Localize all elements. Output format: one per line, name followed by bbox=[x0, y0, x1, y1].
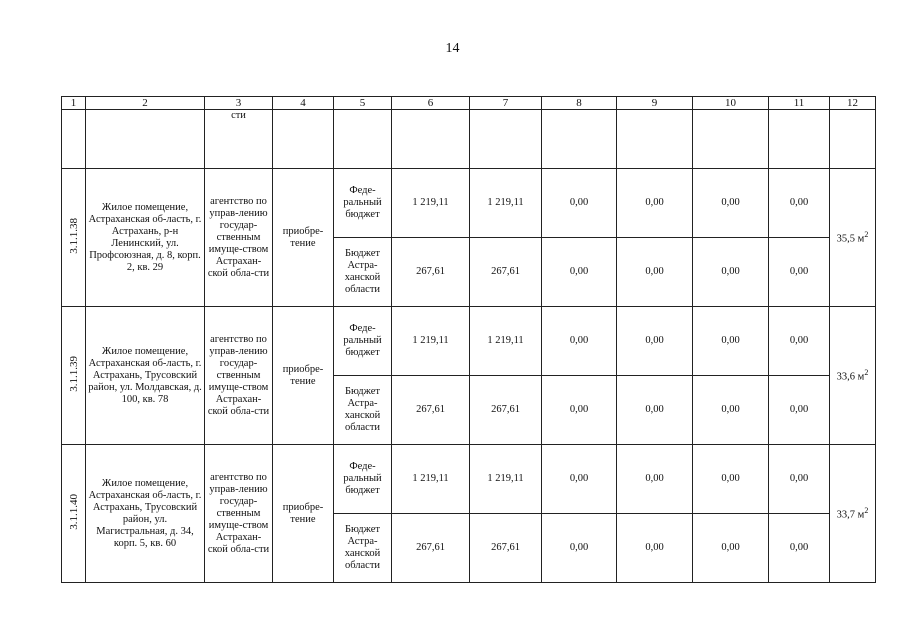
empty-cell bbox=[830, 110, 876, 169]
empty-cell bbox=[769, 110, 830, 169]
header-cell: 9 bbox=[617, 97, 693, 110]
header-cell: 5 bbox=[334, 97, 392, 110]
amount-cell: 0,00 bbox=[542, 307, 617, 376]
action-type: приобре-тение bbox=[273, 445, 334, 583]
continuation-row bbox=[62, 110, 876, 169]
empty-cell bbox=[86, 110, 205, 169]
amount-cell: 0,00 bbox=[693, 238, 769, 307]
amount-cell: 0,00 bbox=[693, 307, 769, 376]
amount-cell: 267,61 bbox=[392, 238, 470, 307]
amount-cell: 0,00 bbox=[542, 376, 617, 445]
area-unit-exponent: 2 bbox=[864, 368, 869, 378]
header-cell: 4 bbox=[273, 97, 334, 110]
header-cell: 12 bbox=[830, 97, 876, 110]
amount-cell: 0,00 bbox=[617, 514, 693, 583]
action-type: приобре-тение bbox=[273, 307, 334, 445]
area-value: 33,6 м bbox=[836, 371, 865, 383]
amount-cell: 267,61 bbox=[470, 514, 542, 583]
amount-cell: 0,00 bbox=[542, 445, 617, 514]
amount-cell: 0,00 bbox=[617, 445, 693, 514]
amount-cell: 0,00 bbox=[693, 445, 769, 514]
amount-cell: 0,00 bbox=[542, 514, 617, 583]
responsible-agency: агентство по управ-лению государ-ственным имуще-ством Астрахан-ской обла-сти bbox=[205, 307, 273, 445]
area-cell bbox=[830, 169, 876, 307]
amount-cell: 1 219,11 bbox=[392, 307, 470, 376]
amount-cell: 0,00 bbox=[693, 169, 769, 238]
amount-cell: 267,61 bbox=[470, 238, 542, 307]
empty-cell bbox=[334, 110, 392, 169]
amount-cell: 0,00 bbox=[542, 238, 617, 307]
header-cell: 7 bbox=[470, 97, 542, 110]
record-id: 3.1.1.38 bbox=[67, 217, 80, 254]
responsible-agency: агентство по управ-лению государ-ственным имуще-ством Астрахан-ской обла-сти bbox=[205, 169, 273, 307]
table-row bbox=[62, 445, 876, 514]
responsible-agency: агентство по управ-лению государ-ственным имуще-ством Астрахан-ской обла-сти bbox=[205, 445, 273, 583]
object-description: Жилое помещение, Астраханская об-ласть, г. Астрахань, Трусовский район, ул. Магистральная, д. 34, корп. 5, кв. 60 bbox=[86, 445, 205, 583]
continuation-text: сти bbox=[205, 110, 273, 169]
amount-cell: 0,00 bbox=[769, 445, 830, 514]
object-description: Жилое помещение, Астраханская об-ласть, г. Астрахань, р-н Ленинский, ул. Профсоюзная, д. 8, корп. 2, кв. 29 bbox=[86, 169, 205, 307]
amount-cell: 0,00 bbox=[693, 514, 769, 583]
empty-cell bbox=[62, 110, 86, 169]
budget-table bbox=[61, 96, 876, 583]
record-id-cell bbox=[62, 445, 86, 583]
record-id-cell bbox=[62, 307, 86, 445]
header-cell: 1 bbox=[62, 97, 86, 110]
header-cell: 6 bbox=[392, 97, 470, 110]
amount-cell: 1 219,11 bbox=[392, 445, 470, 514]
empty-cell bbox=[617, 110, 693, 169]
record-id: 3.1.1.39 bbox=[67, 355, 80, 392]
amount-cell: 267,61 bbox=[392, 514, 470, 583]
amount-cell: 1 219,11 bbox=[392, 169, 470, 238]
area-value: 35,5 м bbox=[836, 233, 865, 245]
amount-cell: 0,00 bbox=[769, 514, 830, 583]
funding-source: Бюджет Астра-ханской области bbox=[334, 376, 392, 445]
empty-cell bbox=[392, 110, 470, 169]
page-number: 14 bbox=[445, 41, 460, 56]
table-row bbox=[62, 307, 876, 376]
header-cell: 8 bbox=[542, 97, 617, 110]
header-cell: 3 bbox=[205, 97, 273, 110]
action-type: приобре-тение bbox=[273, 169, 334, 307]
amount-cell: 267,61 bbox=[470, 376, 542, 445]
amount-cell: 267,61 bbox=[392, 376, 470, 445]
amount-cell: 0,00 bbox=[693, 376, 769, 445]
area-value: 33,7 м bbox=[836, 509, 865, 521]
record-id: 3.1.1.40 bbox=[67, 493, 80, 530]
funding-source: Феде-ральный бюджет bbox=[334, 307, 392, 376]
empty-cell bbox=[273, 110, 334, 169]
amount-cell: 1 219,11 bbox=[470, 445, 542, 514]
header-cell: 10 bbox=[693, 97, 769, 110]
funding-source: Бюджет Астра-ханской области bbox=[334, 514, 392, 583]
empty-cell bbox=[542, 110, 617, 169]
empty-cell bbox=[693, 110, 769, 169]
header-cell: 11 bbox=[769, 97, 830, 110]
amount-cell: 0,00 bbox=[617, 169, 693, 238]
area-unit-exponent: 2 bbox=[864, 506, 869, 516]
area-cell bbox=[830, 445, 876, 583]
amount-cell: 0,00 bbox=[769, 238, 830, 307]
object-description: Жилое помещение, Астраханская об-ласть, г. Астрахань, Трусовский район, ул. Молдавская, д. 100, кв. 78 bbox=[86, 307, 205, 445]
table-row bbox=[62, 169, 876, 238]
amount-cell: 0,00 bbox=[617, 376, 693, 445]
funding-source: Бюджет Астра-ханской области bbox=[334, 238, 392, 307]
area-cell bbox=[830, 307, 876, 445]
empty-cell bbox=[470, 110, 542, 169]
amount-cell: 0,00 bbox=[769, 169, 830, 238]
amount-cell: 0,00 bbox=[769, 307, 830, 376]
funding-source: Феде-ральный бюджет bbox=[334, 169, 392, 238]
amount-cell: 0,00 bbox=[617, 307, 693, 376]
record-id-cell bbox=[62, 169, 86, 307]
header-row bbox=[62, 97, 876, 110]
funding-source: Феде-ральный бюджет bbox=[334, 445, 392, 514]
amount-cell: 1 219,11 bbox=[470, 307, 542, 376]
area-unit-exponent: 2 bbox=[864, 230, 869, 240]
amount-cell: 0,00 bbox=[617, 238, 693, 307]
amount-cell: 0,00 bbox=[542, 169, 617, 238]
amount-cell: 0,00 bbox=[769, 376, 830, 445]
amount-cell: 1 219,11 bbox=[470, 169, 542, 238]
header-cell: 2 bbox=[86, 97, 205, 110]
